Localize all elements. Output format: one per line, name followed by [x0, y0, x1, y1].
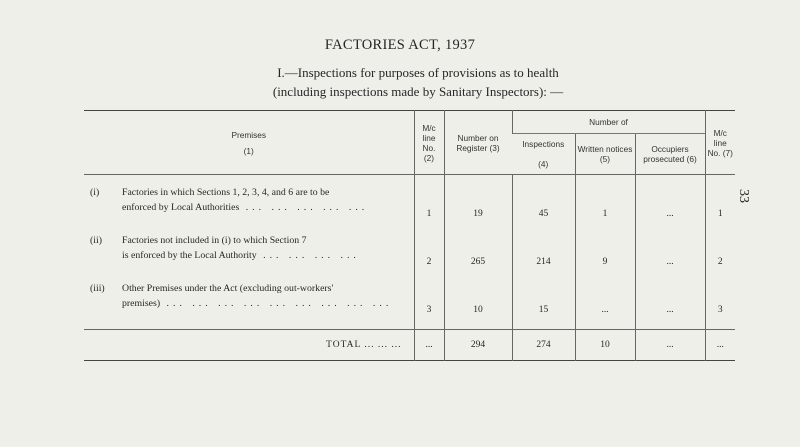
- table-row: [84, 185, 735, 223]
- inspections-table: [84, 110, 735, 361]
- page-number: 33: [736, 189, 751, 203]
- total-label: TOTAL ... ... ...: [84, 330, 414, 361]
- mc-line-header: M/c line No. (2): [414, 111, 444, 175]
- table-row: [84, 233, 735, 271]
- premises-line-1: Other Premises under the Act (excluding out-workers': [122, 283, 334, 294]
- premises-line-2: premises): [122, 298, 161, 309]
- mc-line-7-cell: 2: [705, 233, 735, 271]
- section-subtitle: [0, 63, 800, 101]
- mc-line-7-cell: 1: [705, 185, 735, 223]
- subtitle-line-2: (including inspections made by Sanitary Inspectors): —: [272, 84, 564, 99]
- leader-dots: ... ... ... ...: [256, 250, 360, 261]
- prosecuted-cell: ...: [635, 185, 705, 223]
- total-inspections: 274: [512, 330, 575, 361]
- premises-cell: [84, 233, 414, 271]
- notices-cell: ...: [575, 281, 635, 319]
- premises-line-2: is enforced by the Local Authority: [122, 250, 257, 261]
- total-prosecuted: ...: [635, 330, 705, 361]
- number-of-header: Number of: [512, 111, 705, 134]
- inspections-header-num: (4): [538, 159, 549, 169]
- register-cell: 19: [444, 185, 512, 223]
- total-row: [84, 330, 735, 361]
- page-title: FACTORIES ACT, 1937: [324, 37, 476, 53]
- total-mc-line-7: ...: [705, 330, 735, 361]
- leader-dots: ... ... ... ... ...: [239, 202, 369, 213]
- register-cell: 10: [444, 281, 512, 319]
- row-number: (iii): [90, 283, 105, 294]
- premises-line-2: enforced by Local Authorities: [122, 202, 240, 213]
- mc-line-7-cell: 3: [705, 281, 735, 319]
- inspections-cell: 45: [512, 185, 575, 223]
- notices-cell: 9: [575, 233, 635, 271]
- mc-line-cell: 2: [414, 233, 444, 271]
- table-row: [84, 281, 735, 319]
- number-register-header: Number on Register (3): [444, 111, 512, 175]
- premises-cell: [84, 185, 414, 223]
- notices-cell: 1: [575, 185, 635, 223]
- total-mc-line: ...: [414, 330, 444, 361]
- register-cell: 265: [444, 233, 512, 271]
- occupiers-prosecuted-header: Occupiers prosecuted (6): [635, 134, 705, 175]
- inspections-cell: 15: [512, 281, 575, 319]
- inspections-cell: 214: [512, 233, 575, 271]
- premises-header: Premises (1): [84, 111, 414, 175]
- total-notices: 10: [575, 330, 635, 361]
- leader-dots: ... ... ... ... ... ... ... ... ...: [160, 298, 393, 309]
- inspections-header: Inspections (4): [512, 134, 575, 175]
- premises-cell: [84, 281, 414, 319]
- prosecuted-cell: ...: [635, 233, 705, 271]
- mc-line-7-header: M/c line No. (7): [705, 111, 735, 175]
- row-number: (ii): [90, 235, 102, 246]
- premises-header-num: (1): [243, 145, 254, 156]
- subtitle-line-1: I.—Inspections for purposes of provisions as to health: [277, 65, 559, 80]
- premises-line-1: Factories in which Sections 1, 2, 3, 4, and 6 are to be: [122, 187, 330, 198]
- mc-line-cell: 3: [414, 281, 444, 319]
- prosecuted-cell: ...: [635, 281, 705, 319]
- total-register: 294: [444, 330, 512, 361]
- premises-line-1: Factories not included in (i) to which Section 7: [122, 235, 307, 246]
- row-number: (i): [90, 187, 100, 198]
- mc-line-cell: 1: [414, 185, 444, 223]
- written-notices-header: Written notices (5): [575, 134, 635, 175]
